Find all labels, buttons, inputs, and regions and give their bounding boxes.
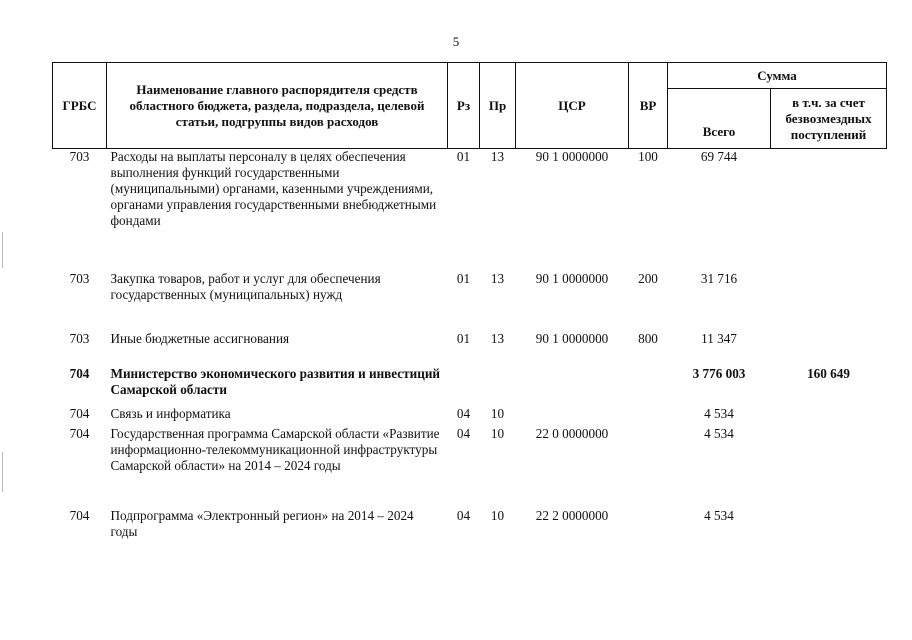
cell-vr (629, 406, 668, 426)
cell-name: Иные бюджетные ассигнования (110, 330, 290, 346)
cell-total: 11 347 (701, 330, 737, 346)
cell-rz: 04 (456, 507, 471, 523)
cell-csr: 90 1 0000000 (535, 149, 609, 164)
cell-name: Закупка товаров, работ и услуг для обеспечения государственных (муниципальных) нужд (110, 270, 381, 302)
table-row (53, 366, 887, 406)
table-row (53, 426, 887, 508)
cell-rz: 04 (456, 425, 471, 441)
cell-vr: 800 (638, 330, 658, 346)
page-number: 5 (452, 34, 460, 49)
table-row (53, 406, 887, 426)
cell-free (771, 406, 887, 426)
header-sum: Сумма (668, 63, 887, 89)
header-vr: ВР (629, 63, 668, 149)
cell-rz: 01 (456, 330, 471, 346)
cell-pr: 10 (490, 425, 505, 441)
cell-pr: 13 (490, 149, 505, 164)
cell-total: 4 534 (704, 425, 734, 441)
cell-csr: 90 1 0000000 (535, 330, 609, 346)
cell-pr: 13 (490, 330, 505, 346)
cell-grbs: 703 (69, 270, 90, 286)
header-grbs: ГРБС (53, 63, 107, 149)
cell-name: Расходы на выплаты персоналу в целях обеспечения выполнения функций государственными (муниципальными) органами, казенными учреждениями, органами управления государственными внебюджетными фондами (110, 149, 437, 228)
cell-vr: 200 (638, 270, 658, 286)
scan-edge-mark (2, 452, 3, 492)
cell-name: Государственная программа Самарской области «Развитие информационно-телекоммуникационной инфраструктуры Самарской области» на 2014 – 2024 годы (110, 425, 440, 473)
cell-pr: 10 (490, 405, 505, 421)
table-header (53, 63, 887, 149)
cell-csr: 22 0 0000000 (535, 425, 609, 441)
cell-vr (629, 508, 668, 544)
cell-free (771, 331, 887, 366)
cell-pr: 10 (490, 507, 505, 523)
cell-grbs: 703 (69, 149, 90, 164)
budget-table (52, 62, 887, 544)
cell-rz (448, 366, 480, 406)
cell-rz: 01 (456, 270, 471, 286)
cell-rz: 04 (456, 405, 471, 421)
cell-grbs: 704 (69, 507, 90, 523)
cell-csr (516, 406, 629, 426)
cell-free (771, 149, 887, 271)
cell-vr (629, 366, 668, 406)
cell-vr (629, 426, 668, 508)
cell-grbs: 704 (69, 425, 90, 441)
header-name: Наименование главного распорядителя средств областного бюджета, раздела, подраздела, целевой статьи, подгруппы видов расходов (107, 63, 448, 149)
table-row (53, 271, 887, 331)
cell-vr: 100 (638, 149, 658, 164)
cell-rz: 01 (456, 149, 471, 164)
cell-free (771, 426, 887, 508)
header-csr: ЦСР (516, 63, 629, 149)
cell-pr: 13 (490, 270, 505, 286)
header-rz: Рз (448, 63, 480, 149)
cell-free: 160 649 (807, 365, 850, 381)
cell-pr (480, 366, 516, 406)
header-free: в т.ч. за счет безвозмездных поступлений (771, 89, 887, 149)
cell-grbs: 704 (69, 405, 90, 421)
cell-total: 31 716 (700, 270, 738, 286)
cell-name: Министерство экономического развития и инвестиций Самарской области (110, 365, 441, 397)
cell-grbs: 704 (69, 365, 90, 381)
cell-total: 4 534 (704, 405, 734, 421)
table-row (53, 149, 887, 271)
cell-free (771, 508, 887, 544)
cell-name: Подпрограмма «Электронный регион» на 2014 – 2024 годы (110, 507, 414, 539)
cell-csr: 22 2 0000000 (535, 507, 609, 523)
table-row (53, 508, 887, 544)
cell-csr (516, 366, 629, 406)
cell-csr: 90 1 0000000 (535, 270, 609, 286)
table-body (53, 149, 887, 544)
scan-edge-mark (2, 232, 3, 268)
cell-total: 3 776 003 (692, 365, 746, 381)
cell-grbs: 703 (69, 330, 90, 346)
cell-total: 4 534 (704, 507, 734, 523)
table-row (53, 331, 887, 366)
cell-total: 69 744 (700, 149, 738, 164)
header-pr: Пр (480, 63, 516, 149)
header-total: Всего (668, 89, 771, 149)
cell-name: Связь и информатика (110, 405, 231, 421)
cell-free (771, 271, 887, 331)
